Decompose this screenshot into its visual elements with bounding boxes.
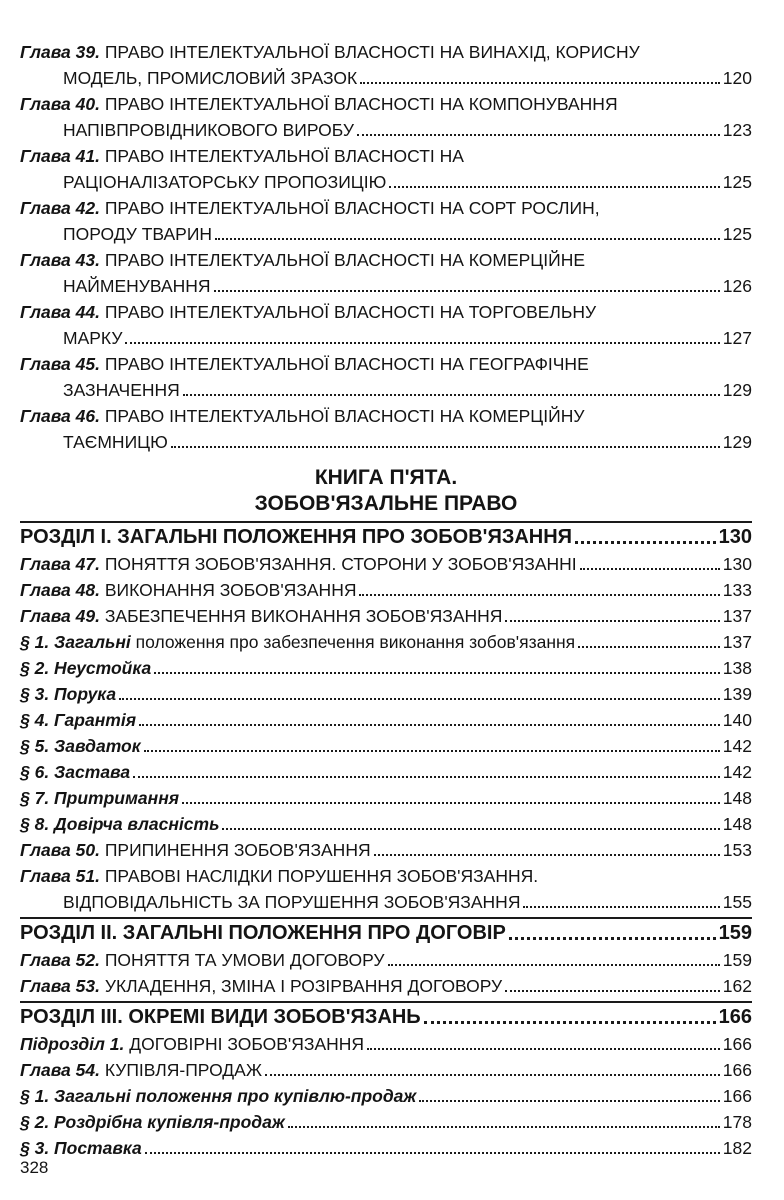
toc-entry-subsection1[interactable] (20, 1029, 752, 1055)
paragraph-title: § 7. Притримання (20, 788, 180, 808)
toc-entry-par1[interactable] (20, 627, 752, 653)
toc-entry-ch46[interactable] (20, 401, 752, 453)
chapter-title-cont: МОДЕЛЬ, ПРОМИСЛОВИЙ ЗРАЗОК (63, 68, 358, 88)
page-number: 139 (722, 684, 752, 704)
leader-dots (222, 828, 719, 830)
toc-entry-ch48[interactable] (20, 575, 752, 601)
page-number: 178 (722, 1112, 752, 1132)
paragraph-title: положення про забезпечення виконання зобов'язання (130, 632, 576, 652)
toc-entry-ch41[interactable] (20, 141, 752, 193)
leader-dots (505, 620, 719, 622)
toc-entry-ch40[interactable] (20, 89, 752, 141)
toc-entry-par4[interactable] (20, 705, 752, 731)
page-number: 137 (722, 632, 752, 652)
section-heading-3[interactable] (20, 1001, 752, 1029)
chapter-title: КУПІВЛЯ-ПРОДАЖ (99, 1060, 262, 1080)
toc-entry-ch54-par2[interactable] (20, 1107, 752, 1133)
paragraph-title: § 6. Застава (20, 762, 131, 782)
page-number: 153 (722, 840, 752, 860)
section-title: РОЗДІЛ І. ЗАГАЛЬНІ ПОЛОЖЕННЯ ПРО ЗОБОВ'ЯЗАННЯ (20, 526, 573, 548)
leader-dots (374, 854, 720, 856)
page-number: 140 (722, 710, 752, 730)
page-number: 127 (722, 328, 752, 348)
leader-dots (182, 802, 720, 804)
book-title-line1: КНИГА П'ЯТА. (314, 466, 458, 489)
chapter-number: Глава 43. (20, 250, 100, 270)
leader-dots (389, 186, 719, 188)
leader-dots (215, 238, 720, 240)
chapter-title-cont: ВІДПОВІДАЛЬНІСТЬ ЗА ПОРУШЕННЯ ЗОБОВ'ЯЗАННЯ (63, 892, 521, 912)
page-number: 166 (722, 1060, 752, 1080)
leader-dots (183, 394, 720, 396)
chapter-title: ПРАВОВІ НАСЛІДКИ ПОРУШЕННЯ ЗОБОВ'ЯЗАННЯ. (99, 866, 539, 886)
page-number: 125 (722, 172, 752, 192)
chapter-title: УКЛАДЕННЯ, ЗМІНА І РОЗІРВАННЯ ДОГОВОРУ (99, 976, 503, 996)
leader-dots (419, 1100, 720, 1102)
paragraph-title: § 2. Роздрібна купівля-продаж (20, 1112, 285, 1132)
leader-dots (133, 776, 720, 778)
leader-dots (578, 646, 720, 648)
toc-entry-ch54-par3[interactable] (20, 1133, 752, 1159)
chapter-title: ПОНЯТТЯ ЗОБОВ'ЯЗАННЯ. СТОРОНИ У ЗОБОВ'ЯЗАННІ (99, 554, 577, 574)
leader-dots (359, 594, 719, 596)
leader-dots (360, 82, 720, 84)
leader-dots (139, 724, 720, 726)
chapter-number: Глава 54. (20, 1060, 100, 1080)
leader-dots (171, 446, 720, 448)
paragraph-title: § 3. Порука (20, 684, 117, 704)
toc-entry-ch42[interactable] (20, 193, 752, 245)
page-number: 142 (722, 762, 752, 782)
page-number: 130 (722, 554, 752, 574)
toc-entry-ch54[interactable] (20, 1055, 752, 1081)
page-number: 182 (722, 1138, 752, 1158)
toc-entry-ch43[interactable] (20, 245, 752, 297)
toc-entry-ch53[interactable] (20, 971, 752, 997)
page-number: 162 (722, 976, 752, 996)
page-number: 148 (722, 788, 752, 808)
chapter-number: Глава 42. (20, 198, 100, 218)
leader-dots (509, 937, 716, 940)
chapter-number: Глава 49. (20, 606, 100, 626)
chapter-title: ПРАВО ІНТЕЛЕКТУАЛЬНОЇ ВЛАСНОСТІ НА ГЕОГРАФІЧНЕ (99, 354, 589, 374)
chapter-number: Глава 45. (20, 354, 100, 374)
leader-dots (144, 750, 720, 752)
paragraph-title: § 8. Довірча власність (20, 814, 220, 834)
page-number: 129 (722, 380, 752, 400)
chapter-title-cont: МАРКУ (63, 328, 123, 348)
chapter-number: Глава 48. (20, 580, 100, 600)
chapter-title: ВИКОНАННЯ ЗОБОВ'ЯЗАННЯ (99, 580, 357, 600)
leader-dots (575, 541, 716, 544)
chapter-title-cont: ПОРОДУ ТВАРИН (63, 224, 213, 244)
chapter-title: ПРАВО ІНТЕЛЕКТУАЛЬНОЇ ВЛАСНОСТІ НА (99, 146, 464, 166)
chapter-title-cont: ЗАЗНАЧЕННЯ (63, 380, 180, 400)
page-number: 159 (718, 922, 752, 944)
toc-entry-ch44[interactable] (20, 297, 752, 349)
leader-dots (119, 698, 720, 700)
leader-dots (357, 134, 720, 136)
leader-dots (154, 672, 720, 674)
section-heading-2[interactable] (20, 917, 752, 945)
chapter-number: Глава 52. (20, 950, 100, 970)
toc-entry-ch39[interactable] (20, 37, 752, 89)
section-heading-1[interactable] (20, 521, 752, 549)
chapter-title: ПРАВО ІНТЕЛЕКТУАЛЬНОЇ ВЛАСНОСТІ НА КОМЕРЦІЙНУ (99, 406, 585, 426)
section-title: РОЗДІЛ ІІІ. ОКРЕМІ ВИДИ ЗОБОВ'ЯЗАНЬ (20, 1006, 421, 1028)
page-number: 129 (722, 432, 752, 452)
toc-entry-par2[interactable] (20, 653, 752, 679)
page-number: 148 (722, 814, 752, 834)
page-number: 159 (722, 950, 752, 970)
chapter-title-cont: ТАЄМНИЦЮ (63, 432, 168, 452)
toc-entry-ch47[interactable] (20, 549, 752, 575)
section-title: РОЗДІЛ ІІ. ЗАГАЛЬНІ ПОЛОЖЕННЯ ПРО ДОГОВІР (20, 922, 506, 944)
paragraph-title: § 5. Завдаток (20, 736, 141, 756)
book-title-line2: ЗОБОВ'ЯЗАЛЬНЕ ПРАВО (254, 492, 518, 515)
page-number: 126 (722, 276, 752, 296)
chapter-title-cont: НАПІВПРОВІДНИКОВОГО ВИРОБУ (63, 120, 354, 140)
leader-dots (388, 964, 720, 966)
toc-entry-par5[interactable] (20, 731, 752, 757)
chapter-title: ПРИПИНЕННЯ ЗОБОВ'ЯЗАННЯ (99, 840, 371, 860)
toc-entry-par8[interactable] (20, 809, 752, 835)
table-of-contents (20, 37, 752, 1159)
subsection-title: ДОГОВІРНІ ЗОБОВ'ЯЗАННЯ (124, 1034, 365, 1054)
chapter-title: ПОНЯТТЯ ТА УМОВИ ДОГОВОРУ (99, 950, 385, 970)
chapter-title-cont: НАЙМЕНУВАННЯ (63, 276, 211, 296)
chapter-title: ПРАВО ІНТЕЛЕКТУАЛЬНОЇ ВЛАСНОСТІ НА ВИНАХІД, КОРИСНУ (99, 42, 640, 62)
toc-entry-par7[interactable] (20, 783, 752, 809)
chapter-number: Глава 53. (20, 976, 100, 996)
leader-dots (367, 1048, 720, 1050)
subsection-number: Підрозділ 1. (20, 1034, 125, 1054)
page-number: 137 (722, 606, 752, 626)
toc-entry-ch52[interactable] (20, 945, 752, 971)
page-number: 166 (718, 1006, 752, 1028)
chapter-number: Глава 50. (20, 840, 100, 860)
toc-entry-par3[interactable] (20, 679, 752, 705)
leader-dots (288, 1126, 720, 1128)
page-number: 138 (722, 658, 752, 678)
page-number: 120 (722, 68, 752, 88)
chapter-title: ПРАВО ІНТЕЛЕКТУАЛЬНОЇ ВЛАСНОСТІ НА КОМЕРЦІЙНЕ (99, 250, 586, 270)
page-number: 166 (722, 1034, 752, 1054)
chapter-number: Глава 44. (20, 302, 100, 322)
leader-dots (523, 906, 719, 908)
paragraph-number: § 1. Загальні (20, 632, 131, 652)
paragraph-title: § 4. Гарантія (20, 710, 137, 730)
page-number: 142 (722, 736, 752, 756)
chapter-number: Глава 47. (20, 554, 100, 574)
page-number: 133 (722, 580, 752, 600)
leader-dots (424, 1021, 716, 1024)
toc-entry-ch50[interactable] (20, 835, 752, 861)
page-number: 125 (722, 224, 752, 244)
toc-entry-ch54-par1[interactable] (20, 1081, 752, 1107)
leader-dots (580, 568, 720, 570)
paragraph-title: § 1. Загальні положення про купівлю-продаж (20, 1086, 417, 1106)
leader-dots (265, 1074, 720, 1076)
chapter-number: Глава 40. (20, 94, 100, 114)
paragraph-title: § 2. Неустойка (20, 658, 152, 678)
leader-dots (125, 342, 719, 344)
chapter-number: Глава 51. (20, 866, 100, 886)
page-number: 123 (722, 120, 752, 140)
chapter-title-cont: РАЦІОНАЛІЗАТОРСЬКУ ПРОПОЗИЦІЮ (63, 172, 387, 192)
chapter-number: Глава 46. (20, 406, 100, 426)
leader-dots (214, 290, 720, 292)
chapter-title: ЗАБЕЗПЕЧЕННЯ ВИКОНАННЯ ЗОБОВ'ЯЗАННЯ (99, 606, 503, 626)
page-number: 130 (718, 526, 752, 548)
leader-dots (505, 990, 720, 992)
chapter-number: Глава 41. (20, 146, 100, 166)
toc-entry-par6[interactable] (20, 757, 752, 783)
leader-dots (145, 1152, 720, 1154)
chapter-title: ПРАВО ІНТЕЛЕКТУАЛЬНОЇ ВЛАСНОСТІ НА КОМПОНУВАННЯ (99, 94, 618, 114)
chapter-number: Глава 39. (20, 42, 100, 62)
paragraph-title: § 3. Поставка (20, 1138, 142, 1158)
page-number: 166 (722, 1086, 752, 1106)
toc-entry-ch49[interactable] (20, 601, 752, 627)
chapter-title: ПРАВО ІНТЕЛЕКТУАЛЬНОЇ ВЛАСНОСТІ НА ТОРГОВЕЛЬНУ (99, 302, 597, 322)
chapter-title: ПРАВО ІНТЕЛЕКТУАЛЬНОЇ ВЛАСНОСТІ НА СОРТ РОСЛИН, (99, 198, 600, 218)
page-footer-number: 328 (20, 1158, 49, 1177)
page-number: 155 (722, 892, 752, 912)
toc-entry-ch45[interactable] (20, 349, 752, 401)
toc-entry-ch51[interactable] (20, 861, 752, 913)
